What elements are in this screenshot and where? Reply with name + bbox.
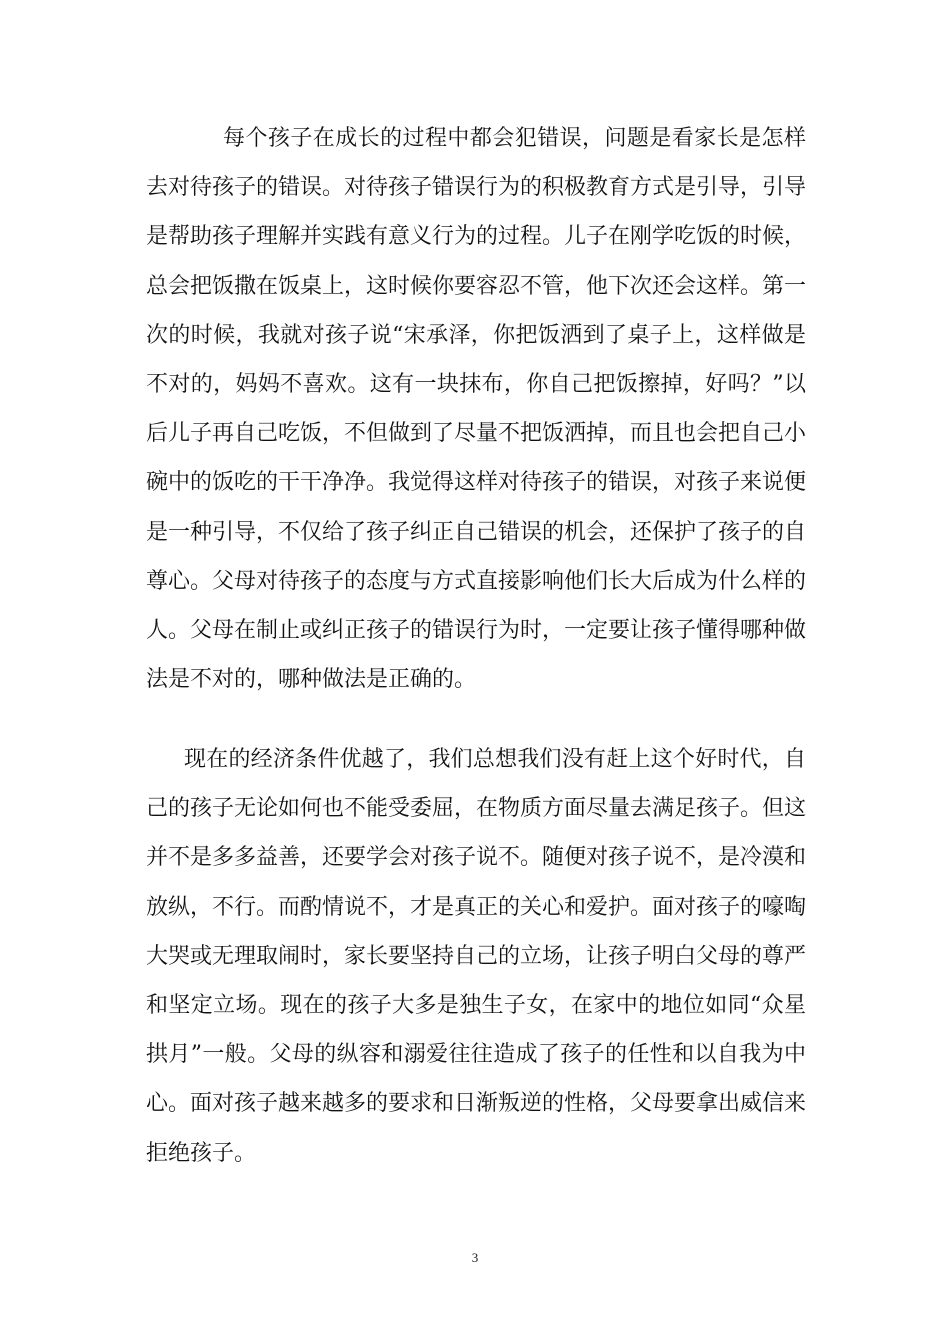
page-number: 3: [471, 1250, 479, 1265]
paragraph-saying-no: 现在的经济条件优越了，我们总想我们没有赶上这个好时代，自己的孩子无论如何也不能受委屈，在物质方面尽量去满足孩子。但这并不是多多益善，还要学会对孩子说不。随便对孩子说不，是冷漠和放纵，不行。而酌情说不，才是真正的关心和爱护。面对孩子的嚎啕大哭或无理取闹时，家长要坚持自己的立场，让孩子明白父母的尊严和坚定立场。现在的孩子大多是独生子女，在家中的地位如同“众星拱月”一般。父母的纵容和溺爱往往造成了孩子的任性和以自我为中心。面对孩子越来越多的要求和日渐叛逆的性格，父母要拿出威信来拒绝孩子。: [146, 747, 807, 1166]
paragraph-parent-guidance: 每个孩子在成长的过程中都会犯错误，问题是看家长是怎样去对待孩子的错误。对待孩子错误行为的积极教育方式是引导，引导是帮助孩子理解并实践有意义行为的过程。儿子在刚学吃饭的时候，总会把饭撒在饭桌上，这时候你要容忍不管，他下次还会这样。第一次的时候，我就对孩子说“宋承泽，你把饭洒到了桌子上，这样做是不对的，妈妈不喜欢。这有一块抹布，你自己把饭擦掉，好吗？”以后儿子再自己吃饭，不但做到了尽量不把饭洒掉，而且也会把自己小碗中的饭吃的干干净净。我觉得这样对待孩子的错误，对孩子来说便是一种引导，不仅给了孩子纠正自己错误的机会，还保护了孩子的自尊心。父母对待孩子的态度与方式直接影响他们长大后成为什么样的人。父母在制止或纠正孩子的错误行为时，一定要让孩子懂得哪种做法是不对的，哪种做法是正确的。: [146, 126, 807, 693]
